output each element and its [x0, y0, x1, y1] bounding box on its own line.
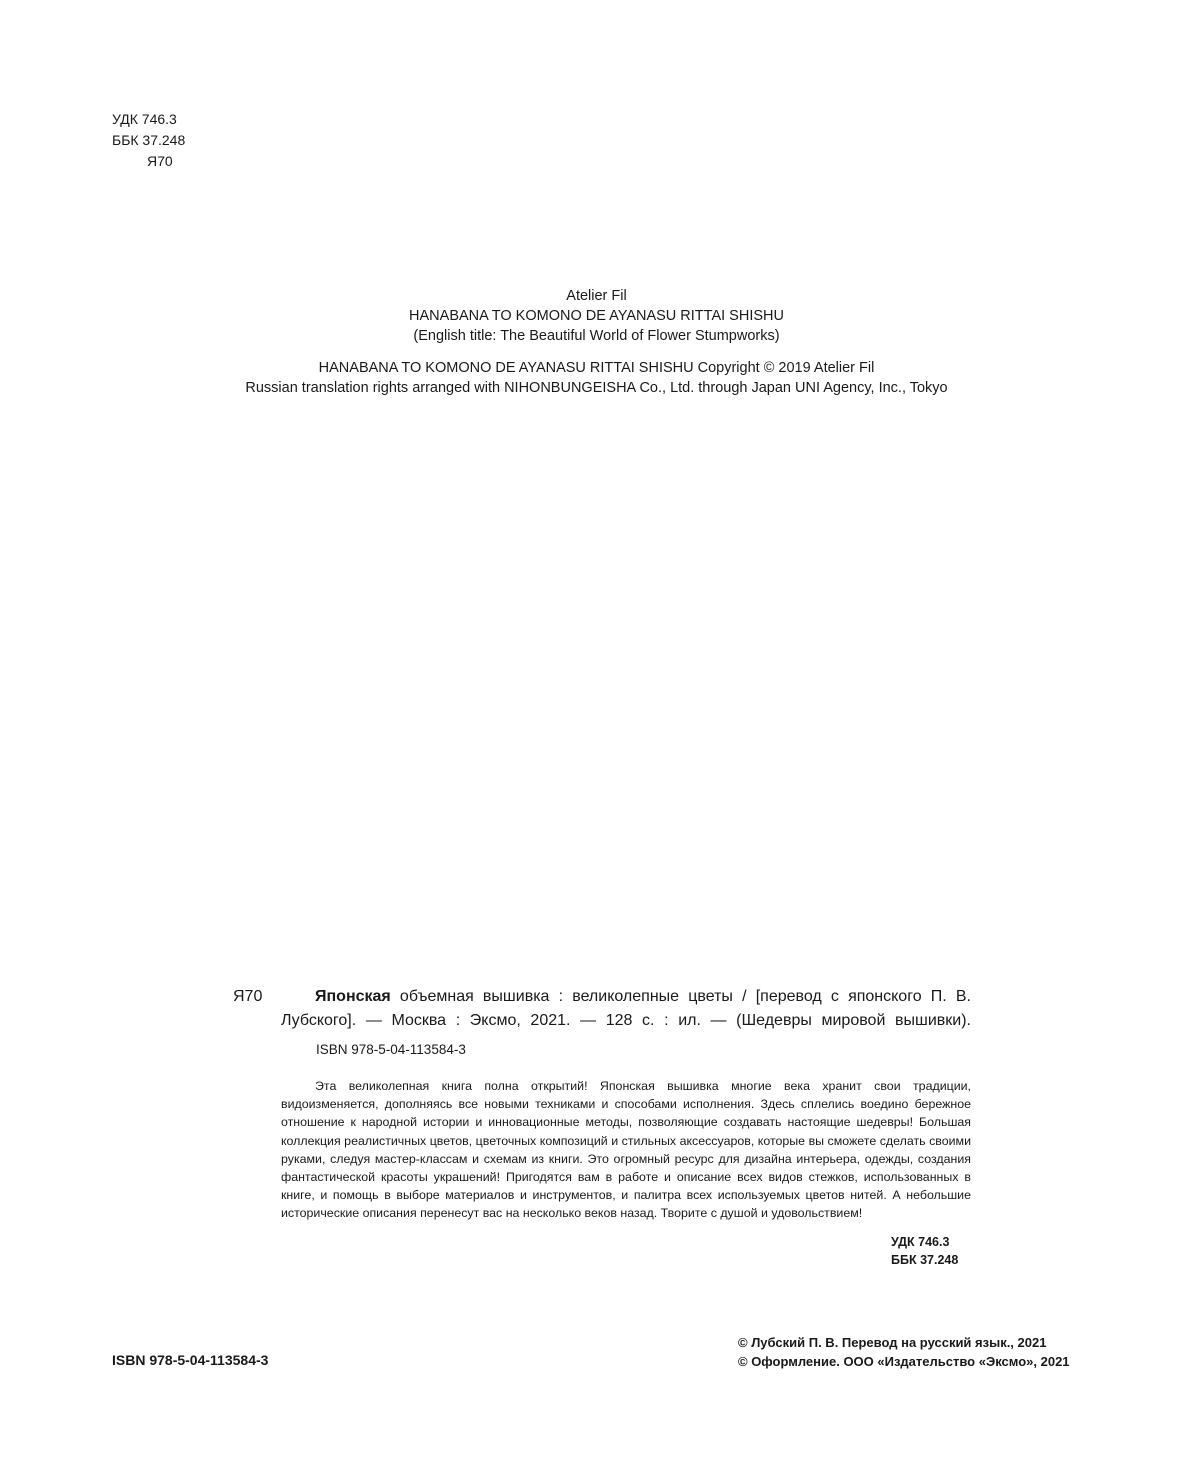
author-mark: Я70 [147, 153, 173, 169]
translation-rights: Russian translation rights arranged with NIHONBUNGEISHA Co., Ltd. through Japan UNI Agency, Inc., Tokyo [245, 380, 948, 396]
book-annotation: Эта великолепная книга полна открытий! Японская вышивка многие века хранит свои традиции, видоизменяется, дополняясь все новыми техниками и способами исполнения. Здесь сплелись воедино бережное отношение к народной истории и инновационные методы, позволяющие создавать настоящие шедевры! Большая коллекция реалистичных цветов, цветочных композиций и стильных аксессуаров, которые вы сможете сделать своими руками, следуя мастер-классам и схемам из книги. Это огромный ресурс для дизайна интерьера, одежды, создания фантастической красоты украшений! Пригодятся вам в работе и описание всех видов стежков, использованных в книге, и помощь в выборе материалов и инструментов, и палитра всех используемых цветов нитей. А небольшие исторические описания перенесут вас на несколько веков назад. Творите с душой и удовольствием! [281, 1079, 971, 1221]
copyright-translation: © Лубский П. В. Перевод на русский язык., 2021 [738, 1335, 1047, 1350]
catalog-isbn: ISBN 978-5-04-113584-3 [316, 1042, 466, 1057]
bbk-code: ББК 37.248 [112, 132, 186, 148]
top-classification [112, 109, 185, 172]
catalog-title-bold: Японская [315, 988, 391, 1005]
catalog-description-text: объемная вышивка : великолепные цветы / [перевод с японского П. В. Лубского]. — Москва : Эксмо, 2021. — 128 с. : ил. — (Шедевры мировой вышивки). [281, 988, 971, 1029]
udk-code: УДК 746.3 [112, 111, 177, 127]
catalog-codes [891, 1233, 958, 1269]
catalog-bbk: ББК 37.248 [891, 1253, 959, 1267]
original-title: HANABANA TO KOMONO DE AYANASU RITTAI SHISHU [409, 308, 784, 324]
english-title: (English title: The Beautiful World of Flower Stumpworks) [413, 328, 780, 344]
spacer [0, 346, 1193, 358]
original-author: Atelier Fil [566, 288, 627, 304]
copyright-design: © Оформление. ООО «Издательство «Эксмо», 2021 [738, 1354, 1070, 1369]
bottom-isbn: ISBN 978-5-04-113584-3 [112, 1352, 269, 1368]
original-copyright: HANABANA TO KOMONO DE AYANASU RITTAI SHISHU Copyright © 2019 Atelier Fil [318, 360, 875, 376]
catalog-udk: УДК 746.3 [891, 1235, 950, 1249]
catalog-description [281, 985, 971, 1033]
copyright-notices [738, 1333, 1070, 1371]
original-edition-block [0, 286, 1193, 398]
catalog-author-mark: Я70 [233, 988, 263, 1005]
